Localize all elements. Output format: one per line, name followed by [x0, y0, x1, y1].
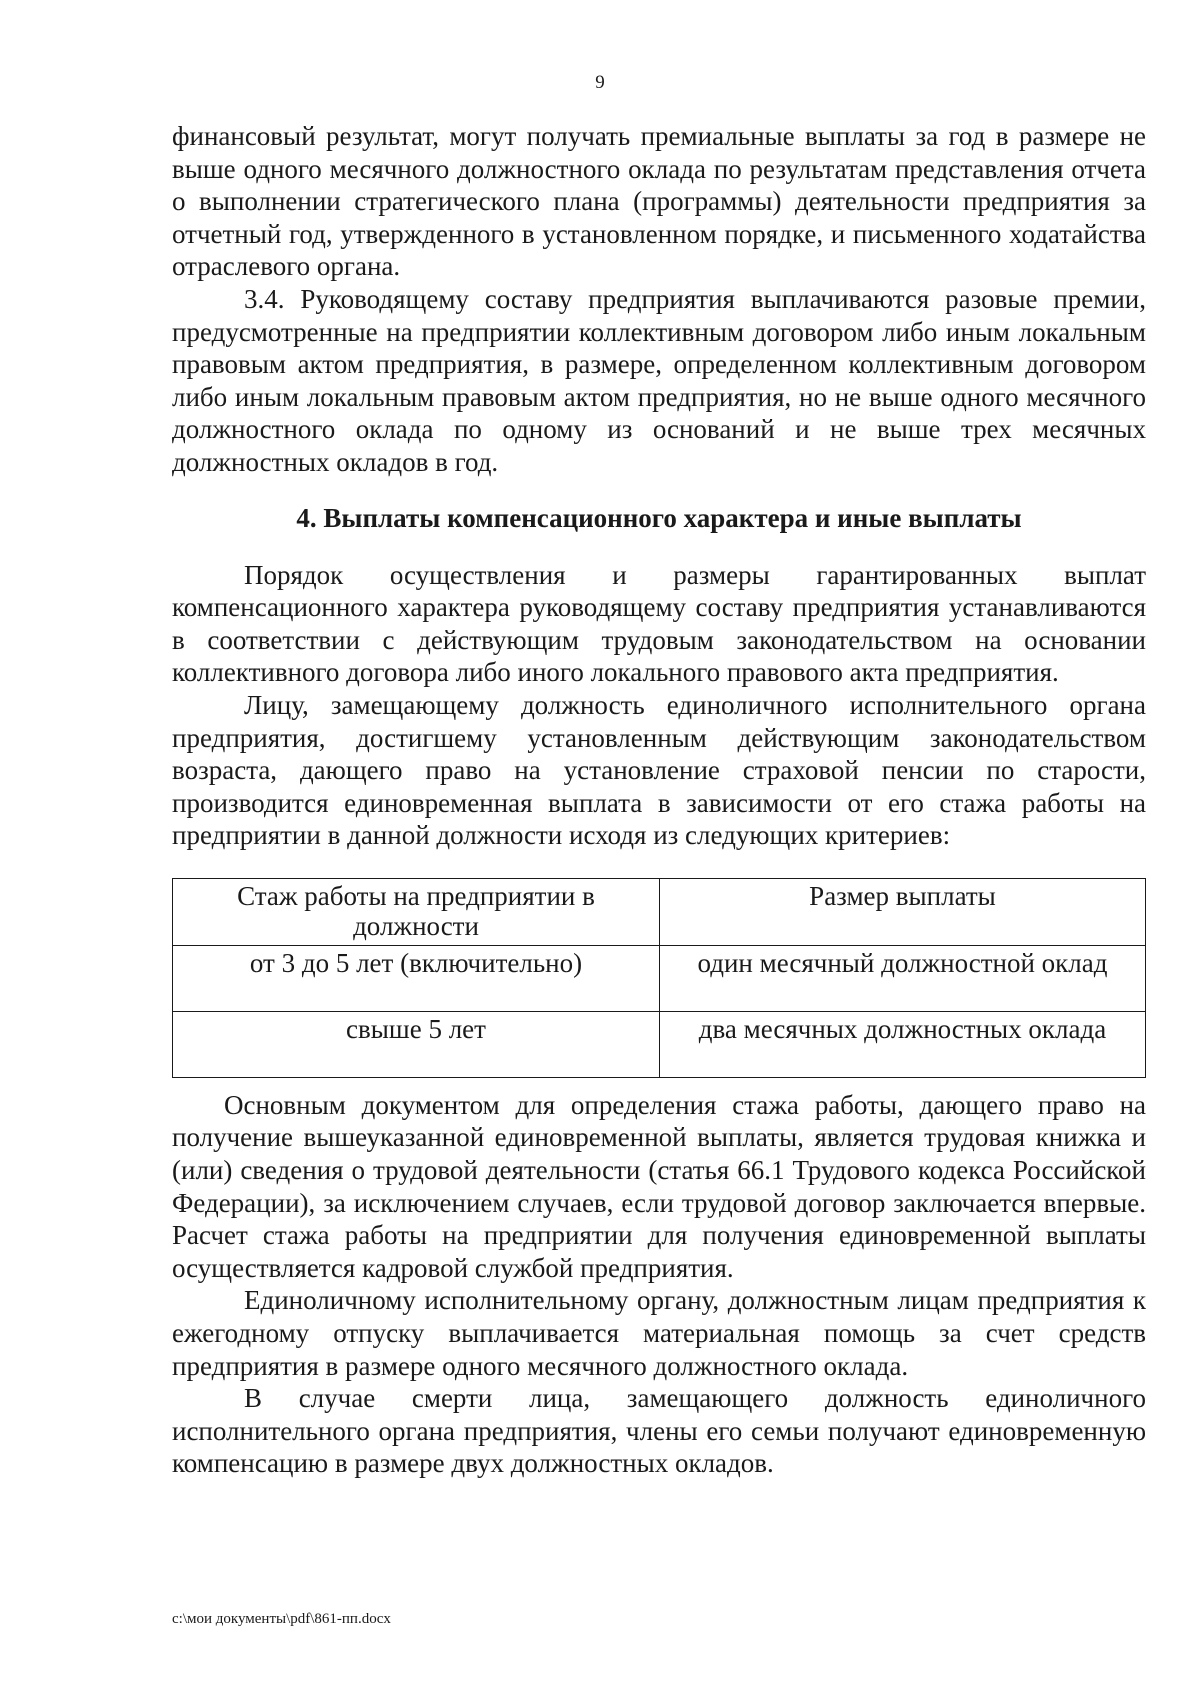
paragraph-clause-3-4: 3.4. Руководящему составу предприятия выплачиваются разовые премии, предусмотренные на предприятии коллективным договором либо иным локальным правовым актом предприятия, в размере, определенном коллективным договором либо иным локальным правовым актом предприятия, но не выше одного месячного должностного оклада по одному из оснований и не выше трех месячных должностных окладов в год. — [172, 283, 1146, 477]
table-row — [173, 945, 1146, 1011]
table-row — [173, 1011, 1146, 1077]
paragraph-compensation-order: Порядок осуществления и размеры гарантированных выплат компенсационного характера руководящему составу предприятия устанавливаются в соответствии с действующим трудовым законодательством на основании коллективного договора либо иного локального правового акта предприятия. — [172, 559, 1146, 688]
table-cell: один месячный должностной оклад — [660, 945, 1146, 1011]
table-cell: свыше 5 лет — [173, 1011, 660, 1077]
paragraph-death-compensation: В случае смерти лица, замещающего должность единоличного исполнительного органа предприятия, члены его семьи получают единовременную компенсацию в размере двух должностных окладов. — [172, 1383, 1146, 1479]
document-body — [172, 120, 1146, 1480]
section-heading: 4. Выплаты компенсационного характера и иные выплаты — [296, 502, 1022, 533]
footer-file-path: c:\мои документы\pdf\861-пп.docx — [172, 1611, 391, 1627]
payment-criteria-table — [172, 878, 1146, 1078]
table-cell: от 3 до 5 лет (включительно) — [173, 945, 660, 1011]
page-number: 9 — [595, 72, 605, 93]
table-cell: два месячных должностных оклада — [660, 1011, 1146, 1077]
table-header-cell: Стаж работы на предприятии в должности — [173, 878, 660, 945]
table-header-cell: Размер выплаты — [660, 878, 1146, 945]
paragraph-lump-sum-payment: Лицу, замещающему должность единоличного исполнительного органа предприятия, достигшему установленным действующим законодательством возраста, дающего право на установление страховой пенсии по старости, производится единовременная выплата в зависимости от его стажа работы на предприятии в данной должности исходя из следующих критериев: — [172, 689, 1146, 851]
table-header-row — [173, 878, 1146, 945]
paragraph-material-aid: Единоличному исполнительному органу, должностным лицам предприятия к ежегодному отпуску выплачивается материальная помощь за счет средств предприятия в размере одного месячного должностного оклада. — [172, 1285, 1146, 1381]
paragraph-service-record: Основным документом для определения стажа работы, дающего право на получение вышеуказанной единовременной выплаты, является трудовая книжка и (или) сведения о трудовой деятельности (статья 66.1 Трудового кодекса Российской Федерации), за исключением случаев, если трудовой договор заключается впервые. Расчет стажа работы на предприятии для получения единовременной выплаты осуществляется кадровой службой предприятия. — [172, 1089, 1146, 1283]
paragraph-continuation: финансовый результат, могут получать премиальные выплаты за год в размере не выше одного месячного должностного оклада по результатам представления отчета о выполнении стратегического плана (программы) деятельности предприятия за отчетный год, утвержденного в установленном порядке, и письменного ходатайства отраслевого органа. — [172, 121, 1146, 282]
